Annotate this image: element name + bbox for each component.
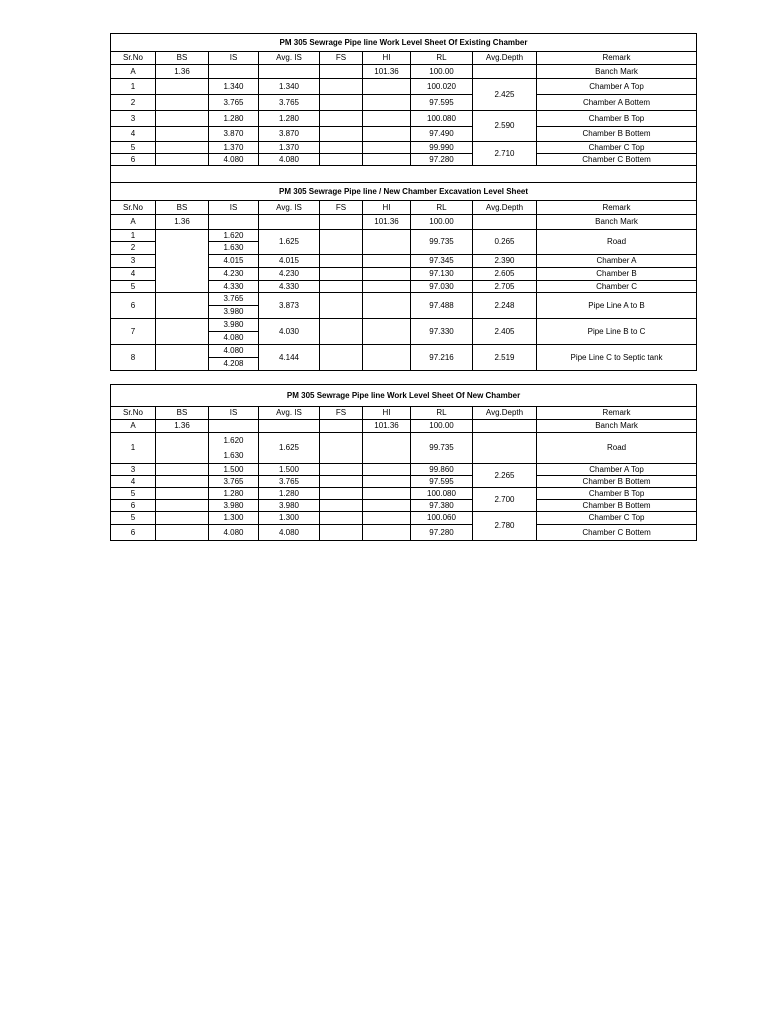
cell-is: 3.765 xyxy=(209,476,259,488)
spacer-row xyxy=(111,166,697,183)
header-remark: Remark xyxy=(537,407,697,420)
header-bs: BS xyxy=(156,52,209,65)
cell-is: 3.980 xyxy=(209,306,259,319)
cell-fs xyxy=(320,500,363,512)
table-row xyxy=(111,433,697,464)
header-is: IS xyxy=(209,407,259,420)
table-row xyxy=(111,488,697,500)
cell-fs xyxy=(320,230,363,255)
table-row xyxy=(111,215,697,230)
spacer-cell xyxy=(111,166,697,183)
cell-remark: Pipe Line C to Septic tank xyxy=(537,345,697,371)
header-rl: RL xyxy=(411,52,473,65)
cell-remark: Chamber C Top xyxy=(537,512,697,525)
table-row xyxy=(111,512,697,525)
cell-hi xyxy=(363,488,411,500)
table-row xyxy=(111,464,697,476)
cell-is: 4.080 xyxy=(209,154,259,166)
cell-hi xyxy=(363,111,411,127)
cell-depth xyxy=(473,433,537,464)
cell-is xyxy=(209,433,259,464)
header-remark: Remark xyxy=(537,52,697,65)
header-bs: BS xyxy=(156,407,209,420)
cell-sr: 4 xyxy=(111,476,156,488)
cell-bs xyxy=(156,230,209,293)
cell-remark: Chamber A Top xyxy=(537,79,697,95)
new-chamber-sheet-block xyxy=(110,384,696,541)
cell-hi xyxy=(363,127,411,142)
cell-rl: 100.080 xyxy=(411,488,473,500)
cell-is: 1.280 xyxy=(209,111,259,127)
cell-avg-is: 1.340 xyxy=(259,79,320,95)
cell-depth: 2.780 xyxy=(473,512,537,541)
cell-fs xyxy=(320,154,363,166)
cell-depth: 2.705 xyxy=(473,281,537,293)
cell-hi xyxy=(363,268,411,281)
cell-fs xyxy=(320,319,363,345)
header-avg-depth: Avg.Depth xyxy=(473,52,537,65)
cell-rl: 97.280 xyxy=(411,154,473,166)
header-hi: HI xyxy=(363,201,411,215)
cell-avg-is: 1.300 xyxy=(259,512,320,525)
cell-depth: 2.605 xyxy=(473,268,537,281)
cell-fs xyxy=(320,215,363,230)
cell-fs xyxy=(320,111,363,127)
cell-is: 1.300 xyxy=(209,512,259,525)
cell-is: 4.330 xyxy=(209,281,259,293)
table-row xyxy=(111,65,697,79)
cell-bs: 1.36 xyxy=(156,215,209,230)
cell-sr: 7 xyxy=(111,319,156,345)
cell-depth: 2.405 xyxy=(473,319,537,345)
cell-remark: Chamber B Bottem xyxy=(537,500,697,512)
cell-hi: 101.36 xyxy=(363,215,411,230)
cell-hi xyxy=(363,464,411,476)
cell-bs xyxy=(156,154,209,166)
cell-avg-is: 3.873 xyxy=(259,293,320,319)
cell-avg-is: 4.080 xyxy=(259,154,320,166)
cell-remark: Pipe Line A to B xyxy=(537,293,697,319)
cell-rl: 97.130 xyxy=(411,268,473,281)
cell-rl: 97.030 xyxy=(411,281,473,293)
table-row xyxy=(111,111,697,127)
cell-sr: A xyxy=(111,215,156,230)
cell-rl: 100.00 xyxy=(411,65,473,79)
cell-hi xyxy=(363,319,411,345)
cell-bs xyxy=(156,488,209,500)
cell-sr: 1 xyxy=(111,230,156,242)
cell-sr: 6 xyxy=(111,293,156,319)
cell-is: 1.340 xyxy=(209,79,259,95)
cell-depth: 2.248 xyxy=(473,293,537,319)
cell-bs xyxy=(156,95,209,111)
cell-fs xyxy=(320,464,363,476)
cell-fs xyxy=(320,345,363,371)
cell-is-value: 1.630 xyxy=(223,451,244,460)
cell-rl: 97.488 xyxy=(411,293,473,319)
cell-bs xyxy=(156,464,209,476)
cell-remark: Chamber A xyxy=(537,255,697,268)
cell-fs xyxy=(320,268,363,281)
cell-depth: 2.700 xyxy=(473,488,537,512)
table-row xyxy=(111,95,697,111)
cell-sr: 1 xyxy=(111,433,156,464)
cell-remark: Road xyxy=(537,433,697,464)
cell-rl: 97.345 xyxy=(411,255,473,268)
header-hi: HI xyxy=(363,407,411,420)
cell-remark: Chamber B Bottem xyxy=(537,476,697,488)
cell-is: 4.230 xyxy=(209,268,259,281)
cell-remark: Chamber B Bottem xyxy=(537,127,697,142)
cell-hi xyxy=(363,154,411,166)
cell-hi xyxy=(363,345,411,371)
cell-rl: 100.080 xyxy=(411,111,473,127)
cell-rl: 97.595 xyxy=(411,476,473,488)
header-fs: FS xyxy=(320,201,363,215)
cell-hi xyxy=(363,142,411,154)
cell-bs xyxy=(156,345,209,371)
cell-avg-is: 4.144 xyxy=(259,345,320,371)
cell-sr: A xyxy=(111,420,156,433)
table-row xyxy=(111,230,697,242)
header-rl: RL xyxy=(411,407,473,420)
cell-hi xyxy=(363,281,411,293)
cell-fs xyxy=(320,512,363,525)
header-fs: FS xyxy=(320,407,363,420)
sheet3-header-row xyxy=(111,407,697,420)
cell-rl: 97.330 xyxy=(411,319,473,345)
cell-bs xyxy=(156,476,209,488)
cell-is: 1.280 xyxy=(209,488,259,500)
cell-bs: 1.36 xyxy=(156,65,209,79)
cell-hi: 101.36 xyxy=(363,65,411,79)
cell-hi xyxy=(363,79,411,95)
cell-sr: 4 xyxy=(111,268,156,281)
cell-hi xyxy=(363,525,411,541)
cell-avg-is: 1.280 xyxy=(259,488,320,500)
cell-is: 1.500 xyxy=(209,464,259,476)
header-fs: FS xyxy=(320,52,363,65)
cell-bs xyxy=(156,500,209,512)
cell-is: 4.208 xyxy=(209,358,259,371)
cell-bs xyxy=(156,525,209,541)
cell-avg-is: 4.330 xyxy=(259,281,320,293)
cell-sr: 5 xyxy=(111,488,156,500)
cell-avg-is: 1.370 xyxy=(259,142,320,154)
cell-rl: 99.735 xyxy=(411,230,473,255)
cell-fs xyxy=(320,127,363,142)
cell-hi xyxy=(363,476,411,488)
cell-rl: 100.060 xyxy=(411,512,473,525)
header-avg-depth: Avg.Depth xyxy=(473,407,537,420)
sheet2-title: PM 305 Sewrage Pipe line / New Chamber Excavation Level Sheet xyxy=(111,183,697,201)
cell-avg-is: 4.030 xyxy=(259,319,320,345)
table-row xyxy=(111,79,697,95)
sheet1-header-row xyxy=(111,52,697,65)
cell-avg-is: 1.625 xyxy=(259,230,320,255)
cell-hi xyxy=(363,95,411,111)
cell-fs xyxy=(320,433,363,464)
sheet1-title: PM 305 Sewrage Pipe line Work Level Sheet Of Existing Chamber xyxy=(111,34,697,52)
header-avg-is: Avg. IS xyxy=(259,52,320,65)
cell-remark: Banch Mark xyxy=(537,65,697,79)
cell-is: 3.765 xyxy=(209,293,259,306)
cell-avg-is: 3.765 xyxy=(259,95,320,111)
cell-is: 1.370 xyxy=(209,142,259,154)
cell-is: 3.980 xyxy=(209,319,259,332)
header-avg-is: Avg. IS xyxy=(259,201,320,215)
new-chamber-table xyxy=(110,384,697,541)
cell-sr: 3 xyxy=(111,111,156,127)
cell-is: 4.080 xyxy=(209,332,259,345)
cell-bs xyxy=(156,293,209,319)
cell-rl: 100.020 xyxy=(411,79,473,95)
cell-avg-is: 1.280 xyxy=(259,111,320,127)
cell-depth xyxy=(473,215,537,230)
cell-sr: 8 xyxy=(111,345,156,371)
cell-fs xyxy=(320,293,363,319)
cell-depth xyxy=(473,65,537,79)
cell-sr: 4 xyxy=(111,127,156,142)
cell-depth: 2.590 xyxy=(473,111,537,142)
cell-remark: Pipe Line B to C xyxy=(537,319,697,345)
table-row xyxy=(111,319,697,332)
cell-fs xyxy=(320,79,363,95)
cell-remark: Chamber C Bottem xyxy=(537,525,697,541)
cell-depth: 2.710 xyxy=(473,142,537,166)
table-row xyxy=(111,420,697,433)
cell-is: 1.620 xyxy=(209,230,259,242)
cell-depth: 2.265 xyxy=(473,464,537,488)
cell-remark: Chamber B Top xyxy=(537,111,697,127)
cell-avg-is: 4.015 xyxy=(259,255,320,268)
cell-hi xyxy=(363,512,411,525)
cell-fs xyxy=(320,488,363,500)
header-hi: HI xyxy=(363,52,411,65)
cell-fs xyxy=(320,65,363,79)
cell-remark: Chamber C Bottem xyxy=(537,154,697,166)
sheet3-title: PM 305 Sewrage Pipe line Work Level Sheet Of New Chamber xyxy=(111,385,697,407)
cell-hi: 101.36 xyxy=(363,420,411,433)
cell-is: 4.015 xyxy=(209,255,259,268)
table-row xyxy=(111,142,697,154)
cell-rl: 100.00 xyxy=(411,215,473,230)
cell-hi xyxy=(363,293,411,319)
cell-rl: 97.216 xyxy=(411,345,473,371)
cell-is: 3.870 xyxy=(209,127,259,142)
header-avg-is: Avg. IS xyxy=(259,407,320,420)
table-row xyxy=(111,525,697,541)
cell-is-value: 1.620 xyxy=(223,436,244,445)
cell-avg-is xyxy=(259,420,320,433)
cell-hi xyxy=(363,230,411,255)
cell-rl: 97.280 xyxy=(411,525,473,541)
cell-avg-is xyxy=(259,215,320,230)
header-rl: RL xyxy=(411,201,473,215)
cell-rl: 100.00 xyxy=(411,420,473,433)
cell-avg-is: 3.765 xyxy=(259,476,320,488)
cell-bs xyxy=(156,79,209,95)
cell-remark: Banch Mark xyxy=(537,420,697,433)
cell-sr: 2 xyxy=(111,95,156,111)
cell-bs xyxy=(156,127,209,142)
cell-remark: Chamber C Top xyxy=(537,142,697,154)
cell-fs xyxy=(320,420,363,433)
cell-is xyxy=(209,65,259,79)
cell-fs xyxy=(320,255,363,268)
cell-hi xyxy=(363,433,411,464)
cell-sr: 5 xyxy=(111,142,156,154)
cell-is: 4.080 xyxy=(209,345,259,358)
cell-sr: 6 xyxy=(111,500,156,512)
table-row xyxy=(111,154,697,166)
cell-rl: 99.735 xyxy=(411,433,473,464)
cell-fs xyxy=(320,281,363,293)
cell-rl: 99.990 xyxy=(411,142,473,154)
cell-avg-is: 4.080 xyxy=(259,525,320,541)
cell-sr: 6 xyxy=(111,525,156,541)
cell-fs xyxy=(320,142,363,154)
header-sr: Sr.No xyxy=(111,52,156,65)
table-row xyxy=(111,500,697,512)
header-sr: Sr.No xyxy=(111,407,156,420)
cell-sr: A xyxy=(111,65,156,79)
cell-sr: 6 xyxy=(111,154,156,166)
cell-hi xyxy=(363,255,411,268)
cell-is: 3.765 xyxy=(209,95,259,111)
cell-is: 4.080 xyxy=(209,525,259,541)
cell-remark: Chamber B Top xyxy=(537,488,697,500)
cell-rl: 97.490 xyxy=(411,127,473,142)
cell-remark: Chamber A Top xyxy=(537,464,697,476)
cell-remark: Chamber C xyxy=(537,281,697,293)
level-sheets-block xyxy=(110,33,696,371)
table-row xyxy=(111,476,697,488)
cell-bs xyxy=(156,111,209,127)
cell-depth: 2.390 xyxy=(473,255,537,268)
cell-depth: 2.425 xyxy=(473,79,537,111)
cell-remark: Banch Mark xyxy=(537,215,697,230)
cell-bs xyxy=(156,433,209,464)
cell-avg-is: 1.500 xyxy=(259,464,320,476)
existing-chamber-table xyxy=(110,33,697,371)
cell-rl: 97.595 xyxy=(411,95,473,111)
header-is: IS xyxy=(209,52,259,65)
cell-remark: Road xyxy=(537,230,697,255)
cell-depth: 2.519 xyxy=(473,345,537,371)
cell-sr: 3 xyxy=(111,255,156,268)
cell-rl: 97.380 xyxy=(411,500,473,512)
cell-sr: 5 xyxy=(111,281,156,293)
cell-is: 3.980 xyxy=(209,500,259,512)
cell-avg-is: 1.625 xyxy=(259,433,320,464)
cell-fs xyxy=(320,95,363,111)
cell-is: 1.630 xyxy=(209,242,259,255)
cell-bs: 1.36 xyxy=(156,420,209,433)
cell-remark: Chamber A Bottem xyxy=(537,95,697,111)
cell-sr: 5 xyxy=(111,512,156,525)
cell-avg-is: 3.870 xyxy=(259,127,320,142)
header-bs: BS xyxy=(156,201,209,215)
cell-bs xyxy=(156,142,209,154)
table-row xyxy=(111,345,697,358)
cell-sr: 3 xyxy=(111,464,156,476)
header-is: IS xyxy=(209,201,259,215)
table-row xyxy=(111,127,697,142)
cell-sr: 1 xyxy=(111,79,156,95)
cell-is xyxy=(209,420,259,433)
cell-bs xyxy=(156,512,209,525)
sheet2-header-row xyxy=(111,201,697,215)
cell-avg-is: 3.980 xyxy=(259,500,320,512)
cell-bs xyxy=(156,319,209,345)
cell-avg-is: 4.230 xyxy=(259,268,320,281)
table-row xyxy=(111,293,697,306)
cell-depth: 0.265 xyxy=(473,230,537,255)
cell-depth xyxy=(473,420,537,433)
cell-remark: Chamber B xyxy=(537,268,697,281)
cell-fs xyxy=(320,476,363,488)
header-avg-depth: Avg.Depth xyxy=(473,201,537,215)
cell-hi xyxy=(363,500,411,512)
cell-fs xyxy=(320,525,363,541)
cell-rl: 99.860 xyxy=(411,464,473,476)
header-sr: Sr.No xyxy=(111,201,156,215)
cell-sr: 2 xyxy=(111,242,156,255)
cell-is xyxy=(209,215,259,230)
cell-avg-is xyxy=(259,65,320,79)
header-remark: Remark xyxy=(537,201,697,215)
